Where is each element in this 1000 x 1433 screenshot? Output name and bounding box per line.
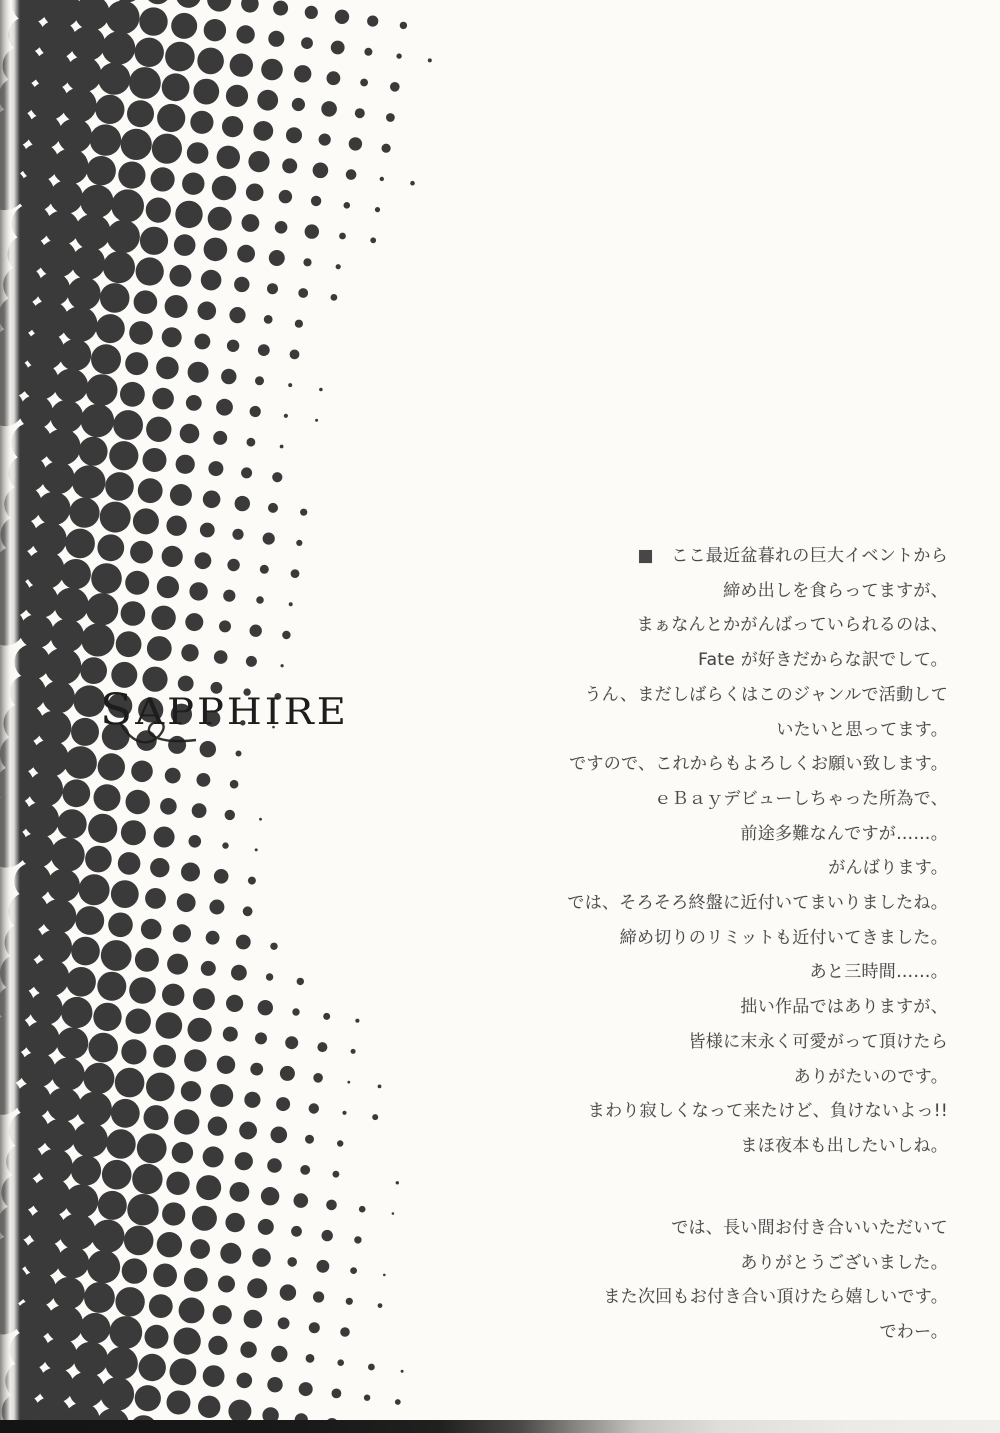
afterword-line: ありがとうございました。	[740, 1252, 948, 1273]
afterword-line: まわり寂しくなって来たけど、負けないよっ!!	[587, 1101, 948, 1122]
afterword-line: 締め切りのリミットも近付いてきました。	[619, 927, 948, 948]
afterword-line: うん、まだしばらくはこのジャンルで活動して	[584, 684, 948, 705]
afterword-line: では、そろそろ終盤に近付いてまいりましたね。	[567, 893, 948, 914]
afterword-line: また次回もお付き合い頂けたら嬉しいです。	[603, 1287, 948, 1308]
afterword-line: 皆様に末永く可愛がって頂けたら	[688, 1031, 948, 1052]
afterword-line: ｅＢａｙデビューしちゃった所為で、	[654, 788, 948, 809]
afterword-line: まほ夜本も出したいしね。	[740, 1135, 948, 1156]
bottom-scan-bar	[0, 1420, 1000, 1433]
afterword-line: 拙い作品ではありますが、	[740, 997, 948, 1018]
afterword-line: ですので、これからもよろしくお願い致します。	[569, 754, 948, 775]
afterword-line: でわー。	[879, 1322, 948, 1343]
circle-logo	[100, 684, 360, 752]
afterword-line: まぁなんとかがんばっていられるのは、	[636, 615, 948, 636]
afterword-line: ありがたいのです。	[793, 1066, 948, 1087]
page-edge-shadow	[0, 0, 20, 1433]
afterword-line: 前途多難なんですが……。	[740, 823, 948, 844]
afterword-paragraph-1	[567, 539, 948, 1164]
circle-logo-text: SAPPHIRE	[100, 684, 349, 736]
afterword-line: いたいと思ってます。	[776, 719, 948, 740]
afterword-line: Fate が好きだからな訳でして。	[698, 650, 948, 671]
afterword-line: 締め出しを食らってますが、	[723, 580, 948, 601]
afterword-line: がんばります。	[828, 858, 948, 879]
afterword-line: あと三時間……。	[809, 962, 948, 983]
afterword-line: では、長い間お付き合いいただいて	[671, 1218, 948, 1238]
afterword-paragraph-2	[603, 1211, 948, 1350]
afterword-line: ■ ここ最近盆暮れの巨大イベントから	[637, 546, 948, 566]
